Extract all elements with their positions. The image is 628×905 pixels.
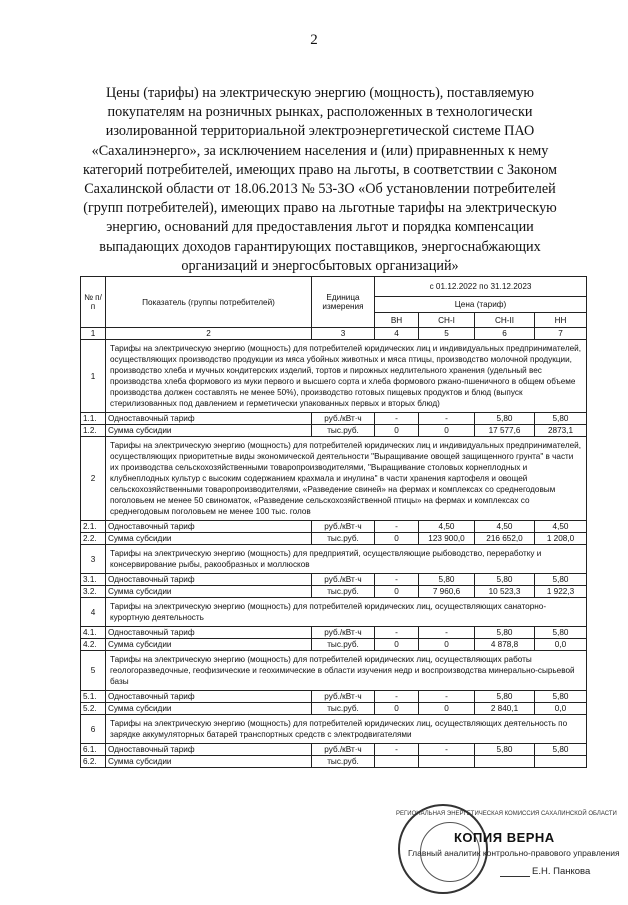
row-name: Сумма субсидии <box>106 639 312 651</box>
row-sn1 <box>419 756 475 768</box>
row-vn: - <box>375 691 419 703</box>
row-name: Сумма субсидии <box>106 586 312 598</box>
row-vn: - <box>375 627 419 639</box>
row-nn: 1 922,3 <box>535 586 587 598</box>
table-row <box>81 425 587 437</box>
group-description: Тарифы на электрическую энергию (мощность) для потребителей юридических лиц, осуществляющих деятельность по зарядке аккумуляторных батарей транспортных средств с электродвигателями <box>106 715 587 744</box>
row-name: Одноставочный тариф <box>106 691 312 703</box>
row-unit: руб./кВт·ч <box>312 574 375 586</box>
header-num: № п/п <box>81 277 106 328</box>
row-name: Одноставочный тариф <box>106 521 312 533</box>
row-unit: тыс.руб. <box>312 639 375 651</box>
row-sn2: 5,80 <box>475 413 535 425</box>
row-vn: - <box>375 521 419 533</box>
row-name: Сумма субсидии <box>106 756 312 768</box>
table-row <box>81 744 587 756</box>
row-sn2: 4 878,8 <box>475 639 535 651</box>
row-name: Сумма субсидии <box>106 425 312 437</box>
row-sn2: 2 840,1 <box>475 703 535 715</box>
header-level-vn: ВН <box>375 313 419 328</box>
group-row <box>81 340 587 413</box>
row-name: Сумма субсидии <box>106 703 312 715</box>
row-unit: тыс.руб. <box>312 703 375 715</box>
row-num: 6.2. <box>81 756 106 768</box>
certification-stamp <box>390 800 626 900</box>
row-unit: руб./кВт·ч <box>312 691 375 703</box>
row-sn2: 17 577,6 <box>475 425 535 437</box>
row-sn2 <box>475 756 535 768</box>
header-level-sn2: СН-II <box>475 313 535 328</box>
row-unit: руб./кВт·ч <box>312 413 375 425</box>
table-row <box>81 574 587 586</box>
row-sn2: 10 523,3 <box>475 586 535 598</box>
row-name: Одноставочный тариф <box>106 413 312 425</box>
row-sn2: 5,80 <box>475 574 535 586</box>
row-sn1: - <box>419 627 475 639</box>
header-unit: Единица измерения <box>312 277 375 328</box>
row-unit: руб./кВт·ч <box>312 627 375 639</box>
table-row <box>81 756 587 768</box>
row-nn: 5,80 <box>535 413 587 425</box>
group-row <box>81 437 587 521</box>
group-num: 3 <box>81 545 106 574</box>
col-number: 3 <box>312 328 375 340</box>
row-sn2: 5,80 <box>475 691 535 703</box>
row-unit: тыс.руб. <box>312 756 375 768</box>
stamp-organization: РЕГИОНАЛЬНАЯ ЭНЕРГЕТИЧЕСКАЯ КОМИССИЯ САХАЛИНСКОЙ ОБЛАСТИ <box>396 811 617 817</box>
row-sn1: 0 <box>419 703 475 715</box>
row-vn: 0 <box>375 639 419 651</box>
group-description: Тарифы на электрическую энергию (мощность) для потребителей юридических лиц, осуществляющих санаторно-курортную деятельность <box>106 598 587 627</box>
table-row <box>81 691 587 703</box>
row-unit: тыс.руб. <box>312 425 375 437</box>
row-nn: 5,80 <box>535 744 587 756</box>
col-number: 1 <box>81 328 106 340</box>
column-numbers-row <box>81 328 587 340</box>
row-nn: 1 208,0 <box>535 533 587 545</box>
row-vn: 0 <box>375 703 419 715</box>
row-sn1: 123 900,0 <box>419 533 475 545</box>
row-nn <box>535 756 587 768</box>
group-description: Тарифы на электрическую энергию (мощность) для предприятий, осуществляющие рыбоводство, переработку и консервирование рыбы, ракообразных и моллюсков <box>106 545 587 574</box>
row-num: 4.2. <box>81 639 106 651</box>
group-row <box>81 598 587 627</box>
row-vn: 0 <box>375 586 419 598</box>
row-num: 1.1. <box>81 413 106 425</box>
group-row <box>81 651 587 691</box>
row-sn2: 5,80 <box>475 627 535 639</box>
row-num: 2.2. <box>81 533 106 545</box>
header-level-nn: НН <box>535 313 587 328</box>
row-num: 6.1. <box>81 744 106 756</box>
row-sn2: 4,50 <box>475 521 535 533</box>
group-description: Тарифы на электрическую энергию (мощность) для потребителей юридических лиц, осуществляющих работы геологоразведочные, геофизические и геохимические в области изучения недр и воспроизводства минерально-сырьевой базы <box>106 651 587 691</box>
group-row <box>81 545 587 574</box>
col-number: 4 <box>375 328 419 340</box>
row-sn2: 5,80 <box>475 744 535 756</box>
group-description: Тарифы на электрическую энергию (мощность) для потребителей юридических лиц и индивидуальных предпринимателей, осуществляющих производство продукции из мяса убойных животных и мяса птицы, производство молочной продукции, производство хлеба и мучных кондитерских изделий, тортов и пирожных недлительного хранения (удельный вес производства хлеба формового из муки первого и высшего сорта и хлеба формового ржано-пшеничного в общем объеме производства должен составлять не менее 50%), производство готовых пищевых продуктов и блюд (выпуск стерилизованных под давлением и герметически упакованных первых и вторых блюд) <box>106 340 587 413</box>
group-num: 5 <box>81 651 106 691</box>
row-nn: 2873,1 <box>535 425 587 437</box>
tariff-table <box>80 276 587 768</box>
row-unit: руб./кВт·ч <box>312 744 375 756</box>
row-sn1: 0 <box>419 639 475 651</box>
row-sn1: - <box>419 691 475 703</box>
table-row <box>81 703 587 715</box>
row-num: 1.2. <box>81 425 106 437</box>
group-description: Тарифы на электрическую энергию (мощность) для потребителей юридических лиц и индивидуальных предпринимателей, осуществляющих приоритетные виды экономической деятельности "Выращивание овощей защищенного грунта" в части их производства сельскохозяйственными товаропроизводителями, "Выращивание столовых корнеплодных и клубнеплодных культур с высоким содержанием крахмала и инулина" в части хранения картофеля и овощей сельскохозяйственными товаропроизводителями, «Разведение свиней» на фермах и комплексах со среднегодовым поголовьем не менее 50 свиноматок, «Разведение сельскохозяйственной птицы» на фермах и комплексах со среднегодовым поголовьем не менее 100 тыс. голов <box>106 437 587 521</box>
row-name: Одноставочный тариф <box>106 744 312 756</box>
header-indicator: Показатель (группы потребителей) <box>106 277 312 328</box>
row-name: Одноставочный тариф <box>106 627 312 639</box>
row-nn: 5,80 <box>535 691 587 703</box>
row-num: 3.2. <box>81 586 106 598</box>
group-num: 4 <box>81 598 106 627</box>
row-sn1: 4,50 <box>419 521 475 533</box>
row-num: 2.1. <box>81 521 106 533</box>
row-num: 5.2. <box>81 703 106 715</box>
row-unit: тыс.руб. <box>312 533 375 545</box>
row-name: Сумма субсидии <box>106 533 312 545</box>
row-sn2: 216 652,0 <box>475 533 535 545</box>
row-vn: - <box>375 413 419 425</box>
row-vn: 0 <box>375 425 419 437</box>
group-num: 1 <box>81 340 106 413</box>
row-sn1: - <box>419 744 475 756</box>
row-vn: - <box>375 744 419 756</box>
row-unit: руб./кВт·ч <box>312 521 375 533</box>
col-number: 6 <box>475 328 535 340</box>
header-period: с 01.12.2022 по 31.12.2023 <box>375 277 587 297</box>
table-row <box>81 586 587 598</box>
row-num: 5.1. <box>81 691 106 703</box>
row-sn1: 7 960,6 <box>419 586 475 598</box>
row-nn: 0,0 <box>535 639 587 651</box>
table-row <box>81 521 587 533</box>
row-nn: 5,80 <box>535 627 587 639</box>
table-row <box>81 639 587 651</box>
row-vn <box>375 756 419 768</box>
signer-position: Главный аналитик контрольно-правового управления <box>408 848 620 858</box>
row-sn1: 5,80 <box>419 574 475 586</box>
row-nn: 5,80 <box>535 574 587 586</box>
row-name: Одноставочный тариф <box>106 574 312 586</box>
header-price: Цена (тариф) <box>375 297 587 313</box>
col-number: 2 <box>106 328 312 340</box>
row-sn1: 0 <box>419 425 475 437</box>
group-num: 2 <box>81 437 106 521</box>
document-title: Цены (тарифы) на электрическую энергию (мощность), поставляемую покупателям на розничных рынках, расположенных в технологически изолированной территориальной электроэнергетической системе ПАО «Сахалинэнерго», за исключением населения и (или) приравненных к нему категорий потребителей, имеющих право на льготы, в соответствии с Законом Сахалинской области от 18.06.2013 № 53-ЗО «Об установлении потребителей (групп потребителей), имеющих право на льготные тарифы на электрическую энергию, оснований для предоставления льгот и порядка компенсации выпадающих доходов гарантирующих поставщиков, энергоснабжающих организаций и энергосбытовых организаций» <box>82 85 558 274</box>
col-number: 5 <box>419 328 475 340</box>
row-nn: 4,50 <box>535 521 587 533</box>
row-num: 3.1. <box>81 574 106 586</box>
copy-certified-label: КОПИЯ ВЕРНА <box>454 830 555 845</box>
row-sn1: - <box>419 413 475 425</box>
group-row <box>81 715 587 744</box>
group-num: 6 <box>81 715 106 744</box>
col-number: 7 <box>535 328 587 340</box>
header-level-sn1: СН-I <box>419 313 475 328</box>
row-vn: 0 <box>375 533 419 545</box>
row-num: 4.1. <box>81 627 106 639</box>
table-row <box>81 533 587 545</box>
row-nn: 0,0 <box>535 703 587 715</box>
row-unit: тыс.руб. <box>312 586 375 598</box>
signature-line <box>500 876 530 877</box>
table-row <box>81 413 587 425</box>
page-number: 2 <box>310 32 318 48</box>
signer-name: Е.Н. Панкова <box>532 866 591 877</box>
row-vn: - <box>375 574 419 586</box>
table-row <box>81 627 587 639</box>
